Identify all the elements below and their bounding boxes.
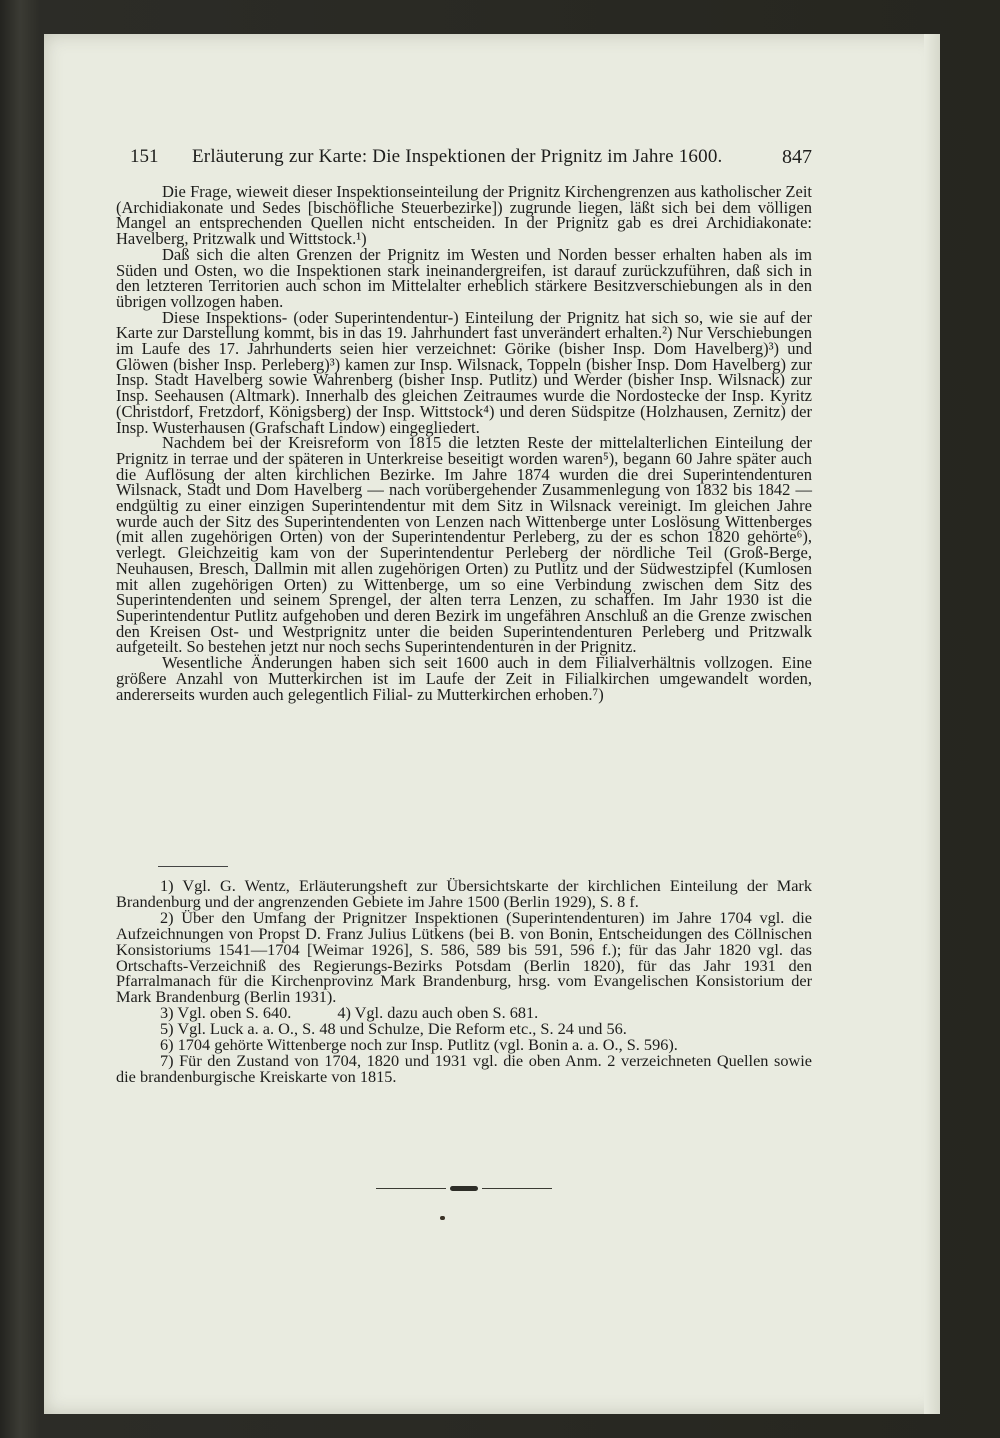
ink-speck bbox=[440, 1216, 445, 1220]
paragraph-1: Die Frage, wieweit dieser Inspektionseinteilung der Prignitz Kirchengrenzen aus katholischer Zeit (Archidiakonate und Sedes [bischöfliche Steuerbezirke]) zugrunde liegen, läßt sich bei dem völligen Mangel an entsprechenden Quellen nicht entscheiden. In der Prignitz gab es drei Archidiakonate: Havelberg, Pritzwalk und Wittstock.¹) bbox=[116, 182, 812, 249]
ornament-line-right bbox=[482, 1188, 552, 1189]
footnote-3: 3) Vgl. oben S. 640. bbox=[160, 1003, 292, 1023]
footnote-4: 4) Vgl. dazu auch oben S. 681. bbox=[337, 1003, 539, 1023]
footnote-2: 2) Über den Umfang der Prignitzer Inspektionen (Superintendenturen) im Jahre 1704 vgl. die Aufzeichnungen von Propst D. Franz Julius Lütkens (bei B. von Bonin, Entscheidungen des Cöllnischen Konsistoriums 1541—1704 [Weimar 1926], S. 586, 589 bis 591, 596 f.); für das Jahr 1820 vgl. das Ortschafts-Verzeichniß des Regierungs-Bezirks Potsdam (Berlin 1820), für das Jahr 1931 den Pfarralmanach für die Kirchenprovinz Mark Brandenburg, hrsg. vom Evangelischen Konsistorium der Mark Brandenburg (Berlin 1931). bbox=[116, 907, 812, 1007]
footnote-6: 6) 1704 gehörte Wittenberge noch zur Insp. Putlitz (vgl. Bonin a. a. O., S. 596). bbox=[160, 1035, 678, 1055]
footnote-1: 1) Vgl. G. Wentz, Erläuterungsheft zur Übersichtskarte der kirchlichen Einteilung der Mark Brandenburg und der angrenzenden Gebiete im Jahre 1500 (Berlin 1929), S. 8 f. bbox=[116, 876, 812, 911]
paragraph-4: Nachdem bei der Kreisreform von 1815 die letzten Reste der mittelalterlichen Einteilung der Prignitz in terrae und der späteren in Unterkreise beseitigt worden waren⁵), begann 60 Jahre später auch die Auflösung der alten kirchlichen Bezirke. Im Jahre 1874 wurden die drei Superintendenturen Wilsnack, Stadt und Dom Havelberg — nach vorübergehender Zusammenlegung von 1832 bis 1842 — endgültig zu einer einzigen Superintendentur mit dem Sitz in Wilsnack vereinigt. Im gleichen Jahre wurde auch der Sitz des Superintendenten von Lenzen nach Wittenberge unter Loslösung Wittenberges (mit allen zugehörigen Orten) von der Superintendentur Perleberg, zu der es schon 1820 gehörte⁶), verlegt. Gleichzeitig kam von der Superintendentur Perleberg der nördliche Teil (Groß-Berge, Neuhausen, Bresch, Dallmin mit allen zugehörigen Orten) zu Putlitz und der Südwestzipfel (Kumlosen mit allen zugehörigen Orten) zu Wittenberge, um so eine Verbindung zwischen dem Sitz des Superintendenten und seinem Sprengel, der alten terra Lenzen, zu schaffen. Im Jahr 1930 ist die Superintendentur Putlitz aufgehoben und deren Bezirk im ungefähren Anschluß an die Grenze zwischen den Kreisen Ost- und Westprignitz unter die beiden Superintendenturen Perleberg und Pritzwalk aufgeteilt. So bestehen jetzt nur noch sechs Superintendenturen in der Prignitz. bbox=[116, 433, 812, 657]
paragraph-5: Wesentliche Änderungen haben sich seit 1600 auch in dem Filialverhältnis vollzogen. Eine größere Anzahl von Mutterkirchen ist im Laufe der Zeit in Filialkirchen umgewandelt worden, andererseits wurden auch gelegentlich Filial- zu Mutterkirchen erhoben.⁷) bbox=[116, 653, 812, 704]
ornament-center bbox=[450, 1186, 478, 1191]
end-ornament bbox=[376, 1186, 552, 1192]
paragraph-3: Diese Inspektions- (oder Superintendentur-) Einteilung der Prignitz hat sich so, wie sie auf der Karte zur Darstellung kommt, bis in das 19. Jahrhundert fast unverändert erhalten.²) Nur Verschiebungen im Laufe des 17. Jahrhunderts seien hier verzeichnet: Görike (bisher Insp. Dom Havelberg)³) und Glöwen (bisher Insp. Perleberg)³) kamen zur Insp. Wilsnack, Toppeln (bisher Insp. Dom Havelberg) zur Insp. Stadt Havelberg sowie Wahrenberg (bisher Insp. Putlitz) und Werder (bisher Insp. Wilsnack) zur Insp. Seehausen (Altmark). Innerhalb des gleichen Zeitraumes wurde die Nordostecke der Insp. Kyritz (Christdorf, Fretzdorf, Königsberg) der Insp. Wittstock⁴) und deren Südspitze (Holzhausen, Zernitz) der Insp. Wusterhausen (Grafschaft Lindow) eingegliedert. bbox=[116, 307, 812, 437]
ornament-line-left bbox=[376, 1188, 446, 1189]
main-text bbox=[116, 184, 812, 702]
running-header bbox=[130, 141, 812, 173]
running-title: Erläuterung zur Karte: Die Inspektionen der Prignitz im Jahre 1600. bbox=[192, 146, 723, 167]
footnote-5: 5) Vgl. Luck a. a. O., S. 48 und Schulze, Die Reform etc., S. 24 und 56. bbox=[160, 1019, 627, 1039]
footnote-separator bbox=[158, 866, 228, 867]
footnotes bbox=[116, 878, 812, 1085]
section-number: 151 bbox=[130, 146, 159, 167]
paragraph-2: Daß sich die alten Grenzen der Prignitz im Westen und Norden besser erhalten haben als im Süden und Osten, wo die Inspektionen stark ineinandergreifen, ist darauf zurückzuführen, daß sich in den letzteren Territorien auch schon im Mittelalter erheblich stärkere Besitzverschiebungen als in den übrigen vollzogen haben. bbox=[116, 244, 812, 311]
page-edge-shadow bbox=[924, 34, 940, 1414]
footnote-7: 7) Für den Zustand von 1704, 1820 und 1931 vgl. die oben Anm. 2 verzeichneten Quellen sowie die brandenburgische Kreiskarte von 1815. bbox=[116, 1050, 812, 1086]
page-number: 847 bbox=[782, 146, 812, 168]
